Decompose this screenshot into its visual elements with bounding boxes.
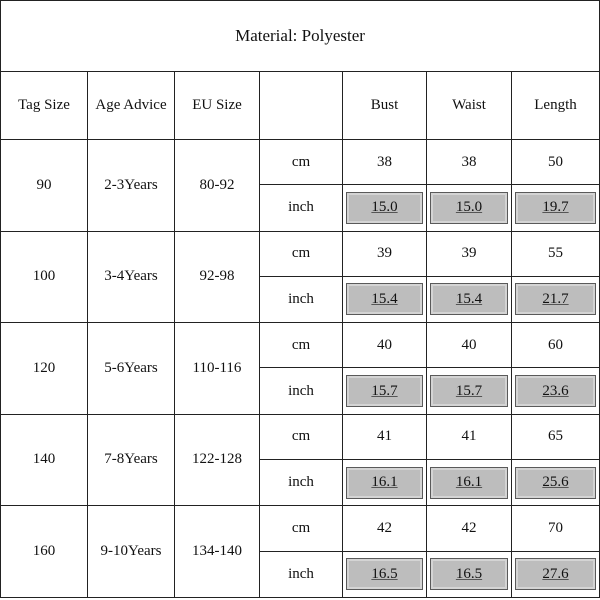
tag-size-cell: 100 [1,231,88,323]
bust-inch-cell [343,459,427,505]
header-age-advice: Age Advice [88,72,175,139]
table-row [1,139,600,184]
bust-inch-cell [343,368,427,414]
unit-cm-label: cm [260,323,343,368]
waist-cm-cell: 38 [427,139,512,184]
header-tag-size: Tag Size [1,72,88,139]
bust-inch-value: 16.5 [346,558,423,590]
bust-inch-value: 15.7 [346,375,423,407]
waist-inch-value: 15.7 [430,375,508,407]
bust-inch-value: 16.1 [346,467,423,499]
waist-cm-cell: 40 [427,323,512,368]
length-inch-cell [512,185,600,231]
unit-inch-label: inch [260,459,343,505]
eu-size-cell: 92-98 [175,231,260,323]
bust-cm-cell: 42 [343,506,427,551]
age-advice-cell: 7-8Years [88,414,175,506]
unit-cm-label: cm [260,506,343,551]
unit-inch-label: inch [260,276,343,322]
eu-size-cell: 110-116 [175,323,260,415]
waist-inch-cell [427,551,512,597]
table-row [1,231,600,276]
length-cm-cell: 60 [512,323,600,368]
unit-inch-label: inch [260,185,343,231]
eu-size-cell: 122-128 [175,414,260,506]
waist-inch-value: 15.0 [430,192,508,224]
table-title: Material: Polyester [1,1,600,72]
waist-cm-cell: 41 [427,414,512,459]
length-cm-cell: 50 [512,139,600,184]
bust-inch-value: 15.4 [346,283,423,315]
waist-inch-value: 16.5 [430,558,508,590]
header-row [1,72,600,139]
length-cm-cell: 55 [512,231,600,276]
length-inch-value: 19.7 [515,192,596,224]
unit-cm-label: cm [260,414,343,459]
header-eu-size: EU Size [175,72,260,139]
header-waist: Waist [427,72,512,139]
length-inch-cell [512,368,600,414]
unit-cm-label: cm [260,231,343,276]
length-inch-value: 21.7 [515,283,596,315]
header-unit [260,72,343,139]
waist-inch-value: 15.4 [430,283,508,315]
length-inch-value: 23.6 [515,375,596,407]
waist-cm-cell: 39 [427,231,512,276]
unit-inch-label: inch [260,551,343,597]
tag-size-cell: 120 [1,323,88,415]
waist-cm-cell: 42 [427,506,512,551]
age-advice-cell: 3-4Years [88,231,175,323]
length-inch-value: 27.6 [515,558,596,590]
bust-inch-value: 15.0 [346,192,423,224]
tag-size-cell: 90 [1,139,88,231]
eu-size-cell: 80-92 [175,139,260,231]
table-row [1,323,600,368]
length-inch-cell [512,276,600,322]
table-row [1,414,600,459]
bust-inch-cell [343,185,427,231]
bust-cm-cell: 41 [343,414,427,459]
waist-inch-cell [427,276,512,322]
bust-inch-cell [343,551,427,597]
length-inch-value: 25.6 [515,467,596,499]
unit-cm-label: cm [260,139,343,184]
waist-inch-cell [427,368,512,414]
eu-size-cell: 134-140 [175,506,260,598]
age-advice-cell: 5-6Years [88,323,175,415]
tag-size-cell: 140 [1,414,88,506]
length-inch-cell [512,551,600,597]
length-cm-cell: 65 [512,414,600,459]
unit-inch-label: inch [260,368,343,414]
bust-cm-cell: 39 [343,231,427,276]
age-advice-cell: 9-10Years [88,506,175,598]
length-cm-cell: 70 [512,506,600,551]
tag-size-cell: 160 [1,506,88,598]
length-inch-cell [512,459,600,505]
waist-inch-cell [427,459,512,505]
table-row [1,506,600,551]
waist-inch-cell [427,185,512,231]
bust-cm-cell: 40 [343,323,427,368]
waist-inch-value: 16.1 [430,467,508,499]
age-advice-cell: 2-3Years [88,139,175,231]
header-length: Length [512,72,600,139]
header-bust: Bust [343,72,427,139]
bust-inch-cell [343,276,427,322]
bust-cm-cell: 38 [343,139,427,184]
